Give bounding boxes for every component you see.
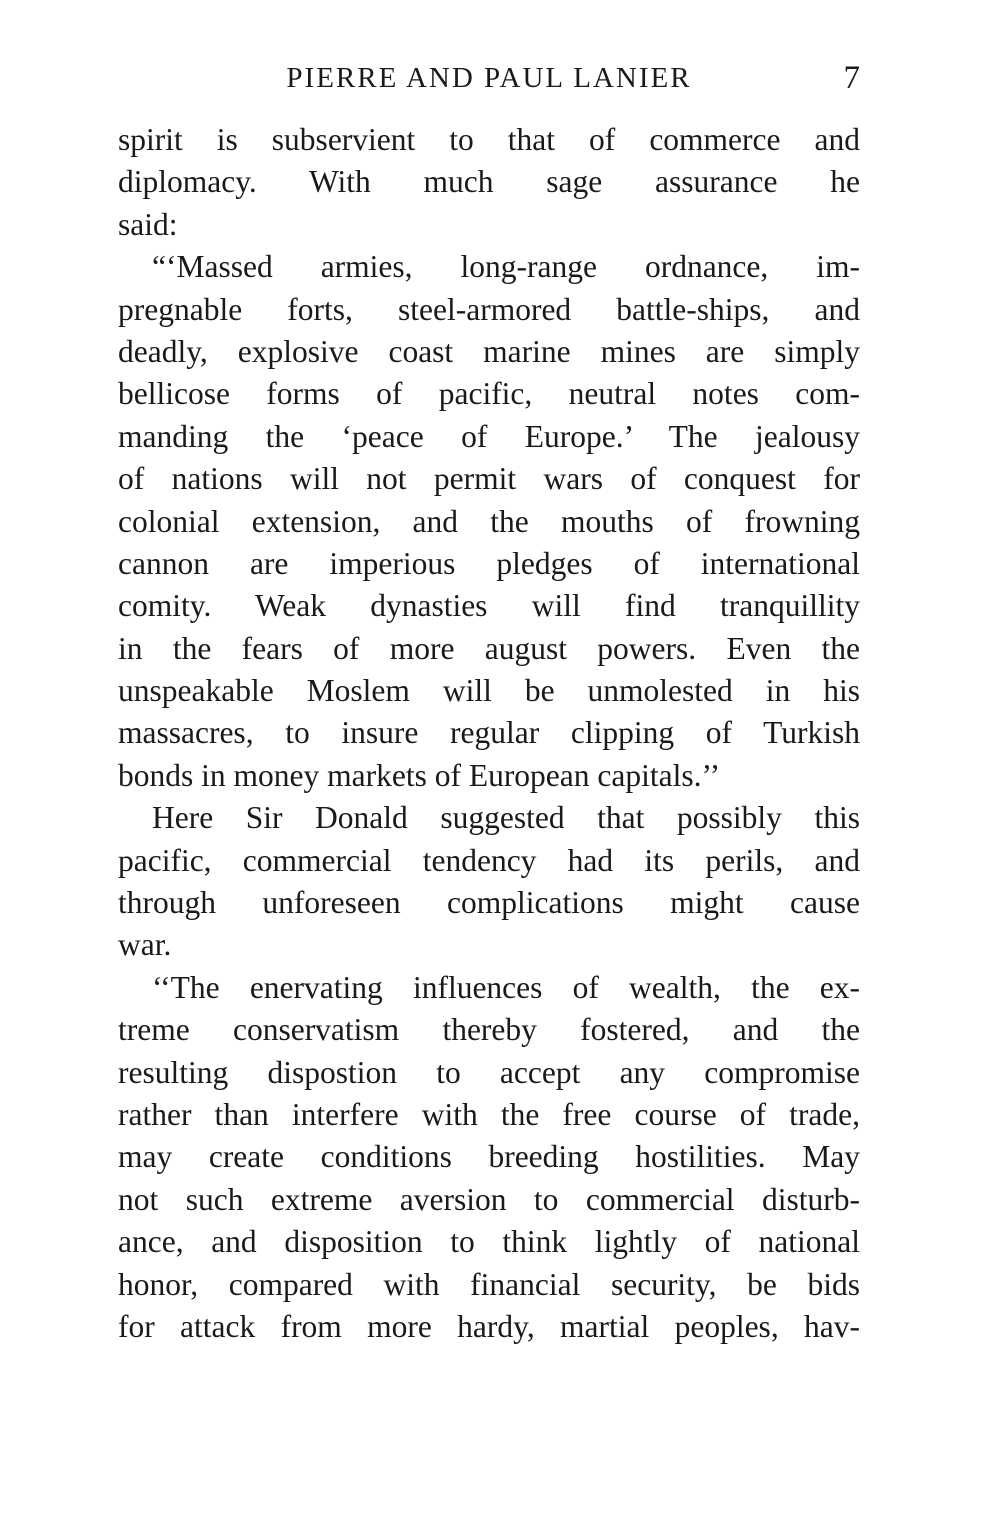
text-line: rather than interfere with the free course of trade, xyxy=(118,1096,860,1132)
text-line: honor, compared with financial security, be bids xyxy=(118,1266,860,1302)
text-line: ance, and disposition to think lightly of national xyxy=(118,1224,860,1260)
text-line: diplomacy. With much sage assurance he xyxy=(118,164,860,200)
running-head xyxy=(118,56,860,100)
text-line: said: xyxy=(118,206,178,242)
text-line: Here Sir Donald suggested that possibly this xyxy=(152,800,860,836)
text-line: of nations will not permit wars of conquest for xyxy=(118,461,860,497)
text-line: massacres, to insure regular clipping of Turkish xyxy=(118,715,860,751)
page-number: 7 xyxy=(843,60,860,96)
text-line: in the fears of more august powers. Even the xyxy=(118,630,860,666)
text-line: pregnable forts, steel-armored battle-ships, and xyxy=(118,291,860,327)
running-title: PIERRE AND PAUL LANIER xyxy=(286,62,692,94)
text-line: spirit is subservient to that of commerce and xyxy=(118,122,860,157)
text-line: through unforeseen complications might cause xyxy=(118,885,860,921)
text-line: cannon are imperious pledges of international xyxy=(118,545,860,581)
text-line: colonial extension, and the mouths of frowning xyxy=(118,503,860,539)
text-line: ‘‘The enervating influences of wealth, the ex- xyxy=(152,969,860,1005)
text-line: treme conservatism thereby fostered, and the xyxy=(118,1012,860,1048)
text-line: bellicose forms of pacific, neutral notes com- xyxy=(118,376,860,412)
body-text xyxy=(118,119,860,1348)
text-line: bonds in money markets of European capitals.’’ xyxy=(118,757,721,793)
text-line: for attack from more hardy, martial peoples, hav- xyxy=(118,1308,860,1344)
text-line: not such extreme aversion to commercial disturb- xyxy=(118,1181,860,1217)
text-line: resulting dispostion to accept any compromise xyxy=(118,1054,860,1090)
text-line: unspeakable Moslem will be unmolested in his xyxy=(118,673,860,709)
text-line: may create conditions breeding hostilities. May xyxy=(118,1139,860,1175)
text-line: manding the ‘peace of Europe.’ The jealousy xyxy=(118,418,860,454)
text-line: “‘Massed armies, long-range ordnance, im- xyxy=(152,249,860,285)
text-line: comity. Weak dynasties will find tranquillity xyxy=(118,588,860,624)
text-line: war. xyxy=(118,927,172,963)
text-line: deadly, explosive coast marine mines are simply xyxy=(118,333,860,369)
text-line: pacific, commercial tendency had its perils, and xyxy=(118,842,860,878)
